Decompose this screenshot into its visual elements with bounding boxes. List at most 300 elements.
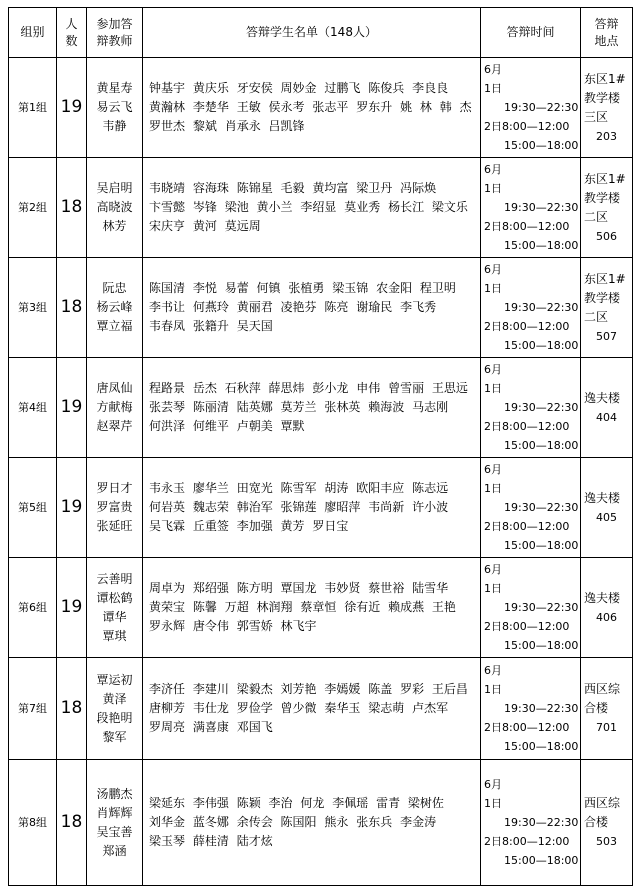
student-name: 赖海波 [368,400,405,414]
student-name: 陈锦星 [236,181,273,195]
student-name: 吕凯锋 [268,119,305,133]
student-name: 黎斌 [192,119,217,133]
student-name: 覃国龙 [280,581,317,595]
student-name: 徐有近 [344,600,381,614]
time-line: 15:00—18:00 [504,854,579,867]
time-line: 6月 [484,163,502,176]
time-line: 1日 [484,797,502,810]
student-name: 张志平 [312,100,349,114]
student-name: 卞雪懿 [149,200,186,214]
student-name: 满喜康 [192,720,229,734]
teacher-name: 张延旺 [96,519,133,533]
teacher-name: 汤鹏杰 [96,786,133,801]
teacher-name: 高晓波 [96,200,133,214]
student-name: 李良良 [412,81,449,95]
student-name: 罗永辉 [149,619,186,633]
header-group: 组别 [9,8,57,58]
student-name: 熊永 [324,815,349,829]
student-name: 李书让 [149,300,186,314]
time-cell [481,760,581,886]
student-name: 薛思炜 [268,381,305,395]
student-name: 陈颖 [236,796,261,810]
student-name: 郭雪娇 [236,619,273,633]
teacher-name: 韦静 [102,119,127,133]
student-name: 郑绍强 [192,581,229,595]
student-name: 容海珠 [192,181,229,195]
count-cell: 18 [57,158,87,258]
student-name: 余传会 [236,815,273,829]
time-line: 15:00—18:00 [504,439,579,452]
student-name: 梁延东 [149,796,186,810]
place-line: 701 [596,721,617,734]
student-name: 杨长江 [388,200,425,214]
student-name: 刘芳艳 [280,682,317,696]
place-line: 503 [596,835,617,848]
student-name: 唐令伟 [192,619,229,633]
student-name: 张东兵 [356,815,393,829]
time-line: 2日8:00—12:00 [484,520,570,533]
student-name: 林润翔 [256,600,293,614]
student-name: 宋庆亨 [149,219,186,233]
time-line: 6月 [484,664,502,677]
teachers-cell [87,760,143,886]
count-cell: 19 [57,458,87,558]
student-name: 黄均富 [312,181,349,195]
time-cell [481,58,581,158]
count-cell: 18 [57,258,87,358]
group-cell: 第6组 [9,558,57,658]
teachers-cell [87,558,143,658]
teacher-name: 阮忠 [102,281,127,295]
student-name: 黄荣宝 [149,600,186,614]
student-name: 张植勇 [288,281,325,295]
student-name: 梁树佐 [407,796,444,810]
teachers-cell [87,658,143,760]
teacher-name: 黄星寿 [96,81,133,95]
teacher-name: 覃立福 [96,319,133,333]
student-name: 韦仕龙 [192,701,229,715]
table-row [9,558,633,658]
student-name: 梁文乐 [431,200,468,214]
time-line: 1日 [484,382,502,395]
place-line: 逸夫楼 [584,490,621,505]
teacher-name: 黄泽 [102,691,127,706]
student-name: 程路景 [149,381,186,395]
time-line: 2日8:00—12:00 [484,120,570,133]
header-count-line: 数 [65,33,78,48]
student-name: 陈盖 [368,682,393,696]
teachers-cell [87,58,143,158]
header-teachers-line: 参加答 [96,16,133,31]
header-teachers-line: 辩教师 [96,33,133,48]
header-place-line: 地点 [594,33,619,48]
student-name: 岑锋 [192,200,217,214]
place-cell [581,58,633,158]
time-line: 2日8:00—12:00 [484,220,570,233]
time-line: 6月 [484,263,502,276]
time-cell [481,458,581,558]
count-cell: 18 [57,760,87,886]
student-name: 牙安侯 [236,81,273,95]
time-line: 6月 [484,363,502,376]
teacher-name: 罗富贵 [96,500,133,514]
student-name: 何龙 [300,796,325,810]
place-line: 203 [596,129,617,143]
student-name: 张林英 [324,400,361,414]
student-name: 罗日宝 [312,519,349,533]
defense-schedule-table [8,7,633,886]
teacher-name: 谭松鹤 [96,590,133,605]
student-name: 卢杰军 [412,701,449,715]
student-name: 凌艳芬 [280,300,317,314]
student-name: 胡涛 [324,481,349,495]
time-line: 19:30—22:30 [504,601,579,614]
teacher-name: 段艳明 [96,710,133,725]
student-name: 许小波 [412,500,449,514]
student-name: 张芸琴 [149,400,186,414]
student-name: 梁玉琴 [149,834,186,848]
student-name: 李飞秀 [400,300,437,314]
student-name: 万超 [224,600,249,614]
student-name: 蔡世裕 [368,581,405,595]
student-name: 易蕾 [224,281,249,295]
student-name: 李加强 [236,519,273,533]
student-name: 曾雪丽 [388,381,425,395]
student-name: 秦华玉 [324,701,361,715]
time-line: 19:30—22:30 [504,816,579,829]
time-line: 1日 [484,683,502,696]
student-name: 过鹏飞 [324,81,361,95]
time-line: 15:00—18:00 [504,539,579,552]
time-line: 2日8:00—12:00 [484,721,570,734]
student-name: 韦永玉 [149,481,186,495]
student-name: 王思远 [431,381,468,395]
table-row [9,158,633,258]
group-cell: 第4组 [9,358,57,458]
count-cell: 19 [57,358,87,458]
place-line: 二区 [584,209,609,224]
student-name: 岳杰 [192,381,217,395]
student-name: 廖华兰 [192,481,229,495]
student-name: 侯永考 [268,100,305,114]
place-line: 506 [596,229,617,243]
student-name: 韦尚新 [368,500,405,514]
time-line: 1日 [484,482,502,495]
student-name: 李金涛 [400,815,437,829]
students-cell [143,558,481,658]
student-name: 申伟 [356,381,381,395]
place-line: 404 [596,410,617,424]
student-name: 李佩瑶 [332,796,369,810]
student-name: 卢朝美 [236,419,273,433]
place-cell [581,558,633,658]
place-line: 405 [596,510,617,524]
student-name: 雷青 [376,796,401,810]
teachers-cell [87,258,143,358]
time-cell [481,658,581,760]
place-line: 教学楼 [584,290,621,305]
student-name: 蔡章恒 [300,600,337,614]
student-name: 肖承永 [224,119,261,133]
student-name: 马志刚 [412,400,449,414]
student-name: 陆英娜 [236,400,273,414]
header-teachers [87,8,143,58]
student-name: 黄丽君 [236,300,273,314]
teacher-name: 覃琪 [102,628,127,643]
teacher-name: 谭华 [102,609,127,624]
group-cell: 第2组 [9,158,57,258]
teacher-name: 林芳 [102,219,127,233]
time-cell [481,358,581,458]
teacher-name: 吴宝善 [96,824,133,839]
place-cell [581,258,633,358]
group-cell: 第3组 [9,258,57,358]
student-name: 石秋萍 [224,381,261,395]
table-row [9,760,633,886]
teacher-name: 郑涵 [102,843,127,858]
time-line: 19:30—22:30 [504,301,579,314]
header-students: 答辩学生名单（148人） [143,8,481,58]
student-name: 覃默 [280,419,305,433]
time-line: 15:00—18:00 [504,239,579,252]
teacher-name: 黎军 [102,729,127,744]
teachers-cell [87,158,143,258]
student-name: 陈俊兵 [368,81,405,95]
place-line: 逸夫楼 [584,590,621,605]
student-name: 程卫明 [419,281,456,295]
student-name: 黄芳 [280,519,305,533]
student-name: 李悦 [192,281,217,295]
student-name: 田宽光 [236,481,273,495]
time-line: 15:00—18:00 [504,740,579,753]
student-name: 欧阳丰应 [356,481,405,495]
student-name: 刘华金 [149,815,186,829]
student-name: 黄瀚林 [149,100,186,114]
header-place-line: 答辩 [594,16,619,31]
place-line: 东区1# [584,271,626,286]
count-cell: 18 [57,658,87,760]
table-row [9,58,633,158]
place-line: 三区 [584,109,609,124]
place-line: 西区综 [584,796,621,810]
header-row [9,8,633,58]
student-name: 张籍升 [192,319,229,333]
teacher-name: 赵翠芹 [96,419,133,433]
place-line: 合楼 [584,815,609,829]
header-time: 答辩时间 [481,8,581,58]
student-name: 钟基宇 [149,81,186,95]
student-name: 罗东升 [356,100,393,114]
student-name: 黄河 [192,219,217,233]
student-name: 薛桂清 [192,834,229,848]
student-name: 王艳 [431,600,456,614]
place-line: 教学楼 [584,190,621,205]
teachers-cell [87,458,143,558]
time-cell [481,158,581,258]
student-name: 何燕玲 [192,300,229,314]
student-name: 黄小兰 [256,200,293,214]
place-cell [581,458,633,558]
time-line: 15:00—18:00 [504,639,579,652]
table-row [9,458,633,558]
student-name: 陈志远 [412,481,449,495]
student-name: 赖成燕 [388,600,425,614]
count-cell: 19 [57,58,87,158]
student-name: 韦春凤 [149,319,186,333]
place-cell [581,158,633,258]
student-name: 梁毅杰 [236,682,273,696]
student-name: 蓝冬娜 [192,815,229,829]
student-name: 李济任 [149,682,186,696]
students-cell [143,760,481,886]
student-name: 陈国清 [149,281,186,295]
student-name: 唐柳芳 [149,701,186,715]
student-name: 魏志荣 [192,500,229,514]
student-name: 王敏 [236,100,261,114]
student-name: 陆雪华 [412,581,449,595]
place-cell [581,358,633,458]
student-name: 廖昭萍 [324,500,361,514]
place-line: 合楼 [584,701,609,715]
student-name: 李建川 [192,682,229,696]
teacher-name: 罗日才 [96,481,133,495]
student-name: 韦妙贤 [324,581,361,595]
student-name: 莫业秀 [344,200,381,214]
teacher-name: 肖辉辉 [96,805,133,820]
student-name: 丘重签 [192,519,229,533]
students-cell [143,458,481,558]
time-line: 15:00—18:00 [504,339,579,352]
student-name: 梁池 [224,200,249,214]
time-line: 19:30—22:30 [504,201,579,214]
student-name: 韦晓靖 [149,181,186,195]
time-line: 1日 [484,182,502,195]
student-name: 罗彩 [400,682,425,696]
count-cell: 19 [57,558,87,658]
group-cell: 第1组 [9,58,57,158]
student-name: 莫芳兰 [280,400,317,414]
student-name: 吴飞霖 [149,519,186,533]
student-name: 林飞宇 [280,619,317,633]
teacher-name: 云善明 [96,571,133,586]
teacher-name: 易云飞 [96,100,133,114]
student-name: 周妙金 [280,81,317,95]
student-name: 何洪泽 [149,419,186,433]
student-name: 罗周亮 [149,720,186,734]
student-name: 农金阳 [376,281,413,295]
student-name: 何维平 [192,419,229,433]
teacher-name: 杨云峰 [96,300,133,314]
student-name: 吴天国 [236,319,273,333]
student-name: 李治 [268,796,293,810]
table-row [9,258,633,358]
student-name: 林 [419,100,432,114]
student-name: 罗俭学 [236,701,273,715]
student-name: 姚 [400,100,413,114]
student-name: 莫远周 [224,219,261,233]
group-cell: 第5组 [9,458,57,558]
teacher-name: 覃运初 [96,672,133,687]
time-line: 1日 [484,82,502,95]
place-line: 406 [596,610,617,624]
teacher-name: 方献梅 [96,400,133,414]
student-name: 陈方明 [236,581,273,595]
student-name: 韩治军 [236,500,273,514]
teachers-cell [87,358,143,458]
place-line: 二区 [584,309,609,324]
student-name: 陆才炫 [236,834,273,848]
student-name: 毛毅 [280,181,305,195]
student-name: 梁玉锦 [332,281,369,295]
place-line: 西区综 [584,682,621,696]
student-name: 罗世杰 [149,119,186,133]
student-name: 陈丽清 [192,400,229,414]
place-line: 逸夫楼 [584,390,621,405]
time-line: 19:30—22:30 [504,702,579,715]
student-name: 陈馨 [192,600,217,614]
student-name: 何岩英 [149,500,186,514]
teacher-name: 唐凤仙 [96,381,133,395]
table-row [9,658,633,760]
students-cell [143,358,481,458]
time-line: 19:30—22:30 [504,401,579,414]
place-cell [581,658,633,760]
time-line: 6月 [484,463,502,476]
header-count [57,8,87,58]
time-line: 6月 [484,778,502,791]
student-name: 李楚华 [192,100,229,114]
student-name: 梁卫丹 [356,181,393,195]
time-line: 19:30—22:30 [504,101,579,114]
student-name: 陈雪军 [280,481,317,495]
students-cell [143,158,481,258]
students-cell [143,58,481,158]
student-name: 韩 [439,100,452,114]
student-name: 周卓为 [149,581,186,595]
table-row [9,358,633,458]
time-line: 2日8:00—12:00 [484,835,570,848]
teacher-name: 吴启明 [96,181,133,195]
time-line: 19:30—22:30 [504,501,579,514]
student-name: 李伟强 [192,796,229,810]
student-name: 曾少微 [280,701,317,715]
time-cell [481,558,581,658]
header-count-line: 人 [65,16,78,31]
student-name: 陈亮 [324,300,349,314]
place-line: 东区1# [584,171,626,186]
student-name: 梁志萌 [368,701,405,715]
student-name: 张锦莲 [280,500,317,514]
time-cell [481,258,581,358]
header-place [581,8,633,58]
student-name: 谢瑜民 [356,300,393,314]
students-cell [143,658,481,760]
place-cell [581,760,633,886]
student-name: 冯际焕 [400,181,437,195]
group-cell: 第8组 [9,760,57,886]
student-name: 黄庆乐 [192,81,229,95]
student-name: 彭小龙 [312,381,349,395]
time-line: 1日 [484,582,502,595]
group-cell: 第7组 [9,658,57,760]
time-line: 2日8:00—12:00 [484,320,570,333]
student-name: 王后昌 [431,682,468,696]
time-line: 2日8:00—12:00 [484,420,570,433]
time-line: 15:00—18:00 [504,139,579,152]
students-cell [143,258,481,358]
student-name: 何镇 [256,281,281,295]
time-line: 1日 [484,282,502,295]
